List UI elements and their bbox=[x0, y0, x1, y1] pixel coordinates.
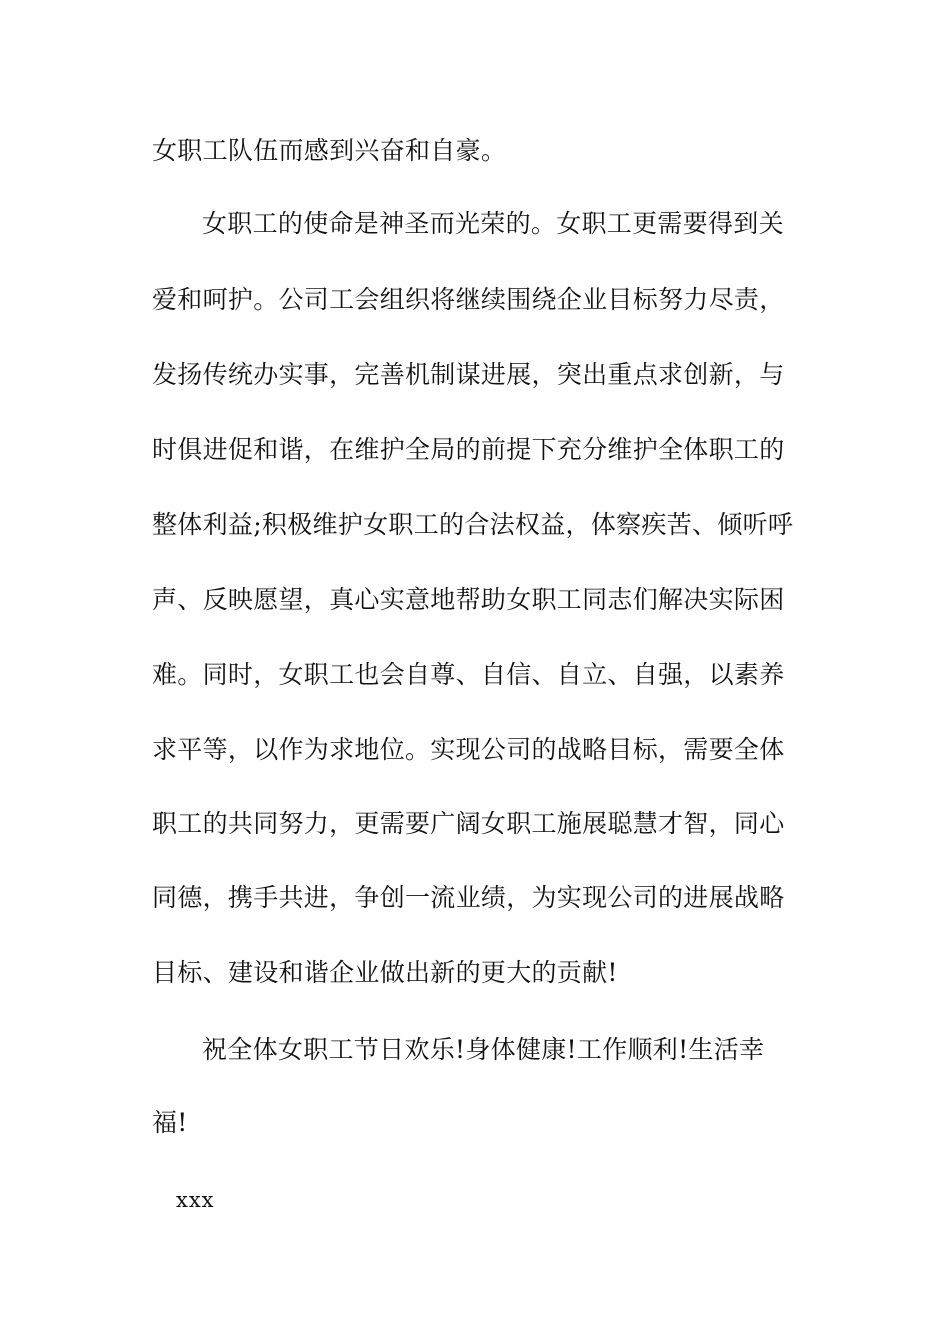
text-line-12: 目标、建设和谐企业做出新的更大的贡献! bbox=[152, 958, 618, 987]
text-line-6: 整体利益;积极维护女职工的合法权益，体察疾苦、倾听呼 bbox=[152, 510, 794, 539]
text-line-1: 女职工队伍而感到兴奋和自豪。 bbox=[152, 136, 507, 165]
text-line-4: 发扬传统办实事，完善机制谋进展，突出重点求创新，与 bbox=[152, 360, 785, 389]
text-line-7: 声、反映愿望，真心实意地帮助女职工同志们解决实际困 bbox=[152, 585, 785, 614]
signature: xxx bbox=[176, 1188, 215, 1212]
text-line-8: 难。同时，女职工也会自尊、自信、自立、自强，以素养 bbox=[152, 660, 785, 689]
text-line-2: 女职工的使命是神圣而光荣的。女职工更需要得到关 bbox=[202, 209, 784, 238]
text-line-3: 爱和呵护。公司工会组织将继续围绕企业目标努力尽责， bbox=[152, 285, 785, 314]
text-line-5: 时俱进促和谐，在维护全局的前提下充分维护全体职工的 bbox=[152, 435, 785, 464]
text-line-10: 职工的共同努力，更需要广阔女职工施展聪慧才智，同心 bbox=[152, 809, 785, 838]
text-line-13: 祝全体女职工节日欢乐!身体健康!工作顺利!生活幸 bbox=[202, 1035, 765, 1064]
text-line-11: 同德，携手共进，争创一流业绩，为实现公司的进展战略 bbox=[152, 883, 785, 912]
text-line-9: 求平等，以作为求地位。实现公司的战略目标，需要全体 bbox=[152, 735, 785, 764]
text-line-14: 福! bbox=[152, 1108, 188, 1137]
